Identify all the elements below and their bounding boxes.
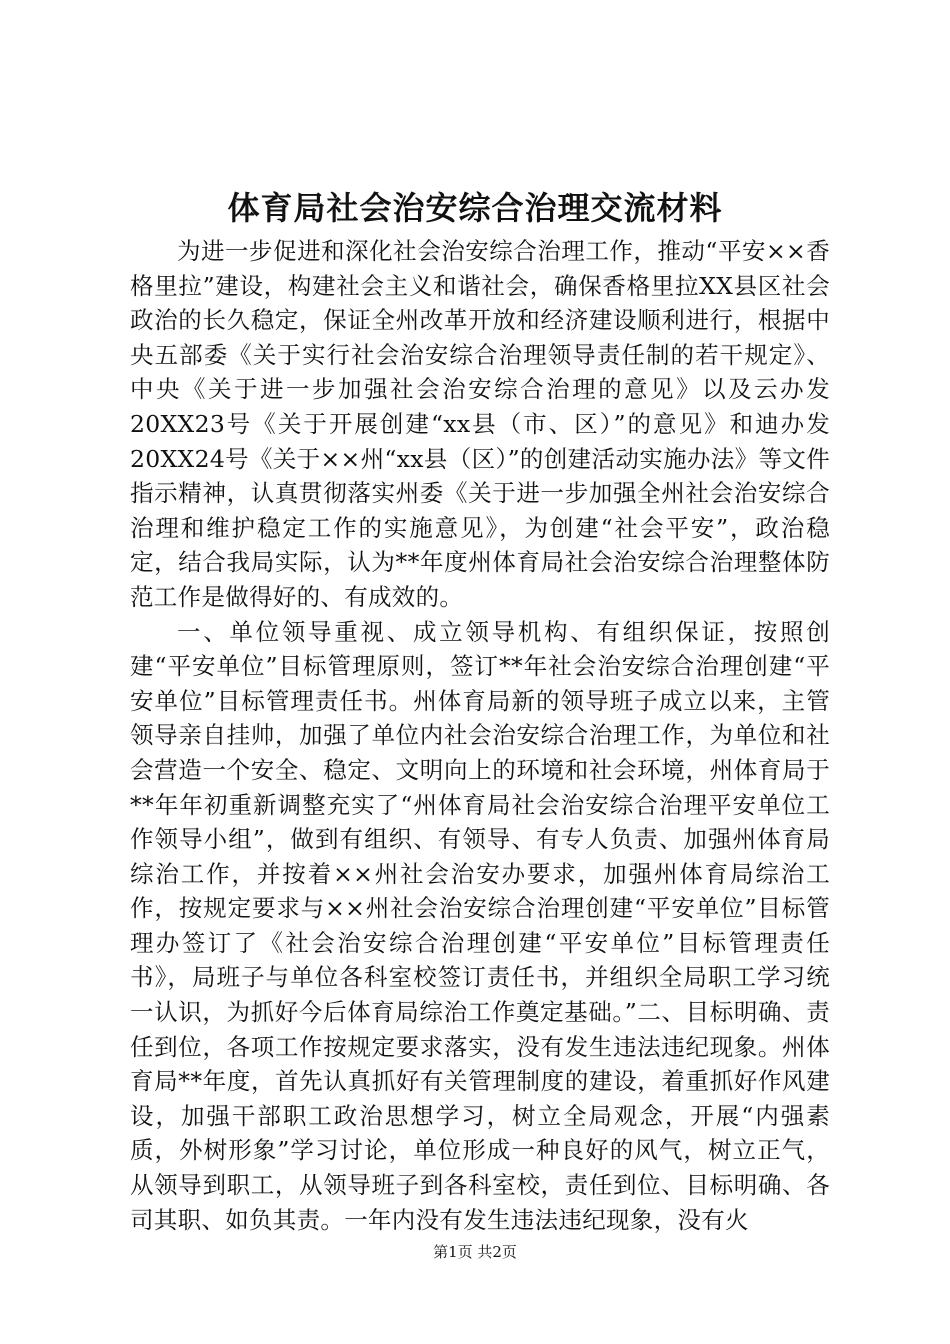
paragraph-intro: 为进一步促进和深化社会治安综合治理工作，推动“平安××香格里拉”建设，构建社会主义和谐社会，确保香格里拉XX县区社会政治的长久稳定，保证全州改革开放和经济建设顺利进行，根据中央五部委《关于实行社会治安综合治理领导责任制的若干规定》、中央《关于进一步加强社会治安综合治理的意见》以及云办发20XX23号《关于开展创建“xx县（市、区）”的意见》和迪办发20XX24号《关于××州“xx县（区）”的创建活动实施办法》等文件指示精神，认真贯彻落实州委《关于进一步加强全州社会治安综合治理和维护稳定工作的实施意见》，为创建“社会平安”，政治稳定，结合我局实际，认为**年度州体育局社会治安综合治理整体防范工作是做得好的、有成效的。 bbox=[130, 237, 830, 611]
paragraph-section-one: 一、单位领导重视、成立领导机构、有组织保证，按照创建“平安单位”目标管理原则，签订**年社会治安综合治理创建“平安单位”目标管理责任书。州体育局新的领导班子成立以来，主管领导亲自挂帅，加强了单位内社会治安综合治理工作，为单位和社会营造一个安全、稳定、文明向上的环境和社会环境，州体育局于**年年初重新调整充实了“州体育局社会治安综合治理平安单位工作领导小组”，做到有组织、有领导、有专人负责、加强州体育局综治工作，并按着××州社会治安办要求，加强州体育局综治工作，按规定要求与××州社会治安综合治理创建“平安单位”目标管理办签订了《社会治安综合治理创建“平安单位”目标管理责任书》，局班子与单位各科室校签订责任书，并组织全局职工学习统一认识，为抓好今后体育局综治工作奠定基础。”二、目标明确、责任到位，各项工作按规定要求落实，没有发生违法违纪现象。州体育局**年度，首先认真抓好有关管理制度的建设，着重抓好作风建设，加强干部职工政治思想学习，树立全局观念，开展“内强素质，外树形象”学习讨论，单位形成一种良好的风气，树立正气，从领导到职工，从领导班子到各科室校，责任到位、目标明确、各司其职、如负其责。一年内没有发生违法违纪现象，没有火 bbox=[130, 617, 830, 1234]
page-footer: 第1页 共2页 bbox=[433, 1243, 517, 1261]
document-body bbox=[130, 234, 830, 1237]
document-title: 体育局社会治安综合治理交流材料 bbox=[227, 189, 723, 227]
